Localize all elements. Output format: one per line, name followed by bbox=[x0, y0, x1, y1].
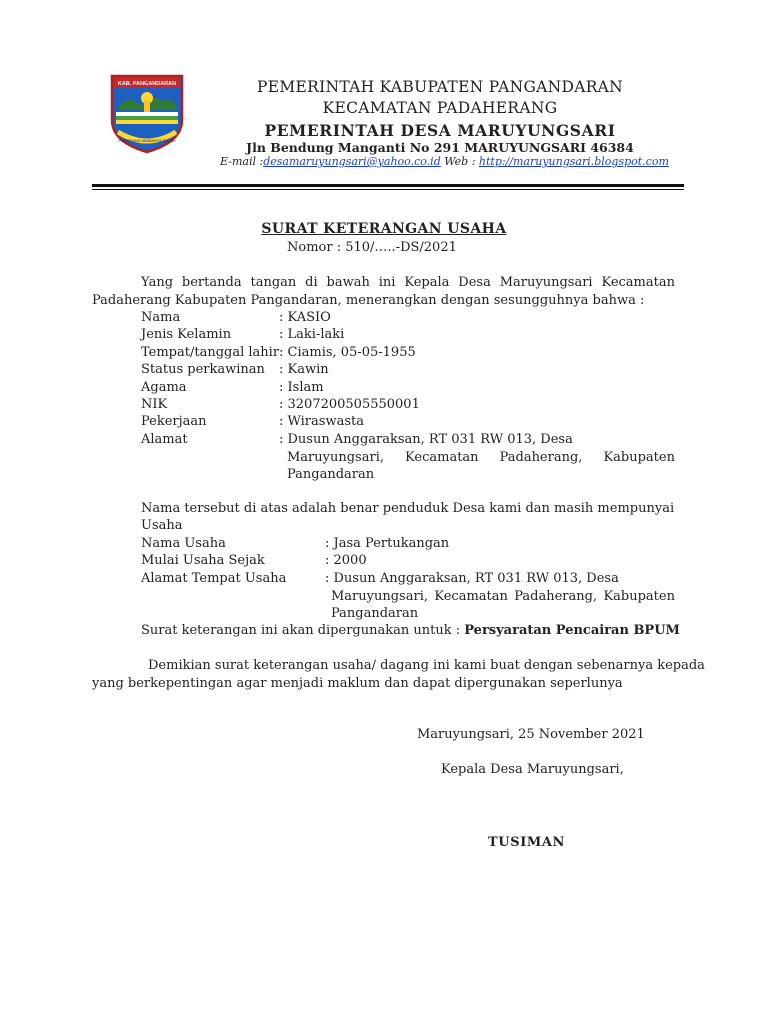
identity-label: Status perkawinan bbox=[141, 362, 265, 378]
letterhead-rule-thin bbox=[92, 189, 684, 190]
intro-word: Yang bbox=[141, 275, 174, 290]
purpose-prefix: Surat keterangan ini akan dipergunakan untuk : bbox=[141, 623, 461, 638]
usaha-word: Padaherang, bbox=[514, 589, 598, 604]
intro-first-line bbox=[141, 274, 675, 292]
usaha-last: Pangandaran bbox=[331, 606, 419, 621]
intro-word: tangan bbox=[250, 275, 297, 290]
email-label: E-mail : bbox=[220, 155, 264, 168]
business-label: Mulai Usaha Sejak bbox=[141, 553, 265, 569]
identity-label: Pekerjaan bbox=[141, 414, 207, 430]
identity-label: Alamat bbox=[141, 431, 188, 447]
purpose-value: Persyaratan Pencairan BPUM bbox=[464, 623, 680, 638]
web-link[interactable]: http://maruyungsari.blogspot.com bbox=[478, 155, 669, 168]
letterhead-regency: PEMERINTAH KABUPATEN PANGANDARAN bbox=[256, 78, 624, 96]
business-value: : Dusun Anggaraksan, RT 031 RW 013, Desa bbox=[325, 570, 619, 586]
intro-word: Kecamatan bbox=[601, 275, 675, 290]
intro-word: ini bbox=[378, 275, 396, 290]
place-date: Maruyungsari, 25 November 2021 bbox=[417, 727, 645, 742]
identity-label: NIK bbox=[141, 397, 168, 412]
signer-title: Kepala Desa Maruyungsari, bbox=[441, 762, 624, 777]
identity-label: Tempat/tanggal lahir bbox=[141, 344, 280, 360]
closing-line-1: Demikian surat keterangan usaha/ dagang ini kami buat dengan sebenarnya kepada bbox=[148, 658, 705, 673]
usaha-word: Maruyungsari, bbox=[331, 589, 428, 604]
svg-text:PAGERANG MAWANTA BHUMI: PAGERANG MAWANTA BHUMI bbox=[118, 138, 176, 143]
identity-value: : Kawin bbox=[279, 362, 329, 378]
intro-word: Maruyungsari bbox=[499, 275, 593, 290]
identity-value: : Wiraswasta bbox=[279, 414, 364, 430]
identity-value: : Ciamis, 05-05-1955 bbox=[279, 344, 416, 360]
document-title: SURAT KETERANGAN USAHA bbox=[261, 221, 507, 237]
usaha-word: Kabupaten bbox=[603, 589, 675, 604]
identity-label: Jenis Kelamin bbox=[141, 327, 232, 343]
alamat-word: Kecamatan bbox=[405, 450, 479, 465]
intro-word: di bbox=[305, 275, 318, 290]
alamat-word: Maruyungsari, bbox=[287, 450, 384, 465]
signer-name: TUSIMAN bbox=[488, 835, 566, 850]
letterhead-district: KECAMATAN PADAHERANG bbox=[322, 99, 558, 117]
statement-line-1: Nama tersebut di atas adalah benar penduduk Desa kami dan masih mempunyai bbox=[141, 501, 675, 516]
alamat-word: Padaherang, bbox=[499, 450, 583, 465]
business-label: Alamat Tempat Usaha bbox=[141, 570, 287, 586]
letterhead-village: PEMERINTAH DESA MARUYUNGSARI bbox=[264, 121, 616, 140]
document-number: Nomor : 510/…..-DS/2021 bbox=[287, 240, 457, 255]
identity-label: Agama bbox=[141, 379, 187, 395]
pangandaran-regency-logo bbox=[106, 72, 188, 154]
intro-line-2: Padaherang Kabupaten Pangandaran, menerangkan dengan sesungguhnya bahwa : bbox=[92, 293, 645, 308]
usaha-continuation bbox=[331, 588, 675, 606]
closing-line-2: yang berkepentingan agar menjadi maklum dan dapat dipergunakan seperlunya bbox=[92, 676, 623, 691]
alamat-continuation-line bbox=[287, 449, 675, 467]
alamat-last: Pangandaran bbox=[287, 467, 375, 482]
letterhead-contact bbox=[220, 155, 669, 168]
intro-word: Kepala bbox=[404, 275, 450, 290]
email-link[interactable]: desamaruyungsari@yahoo.co.id bbox=[263, 155, 441, 168]
identity-value: : Dusun Anggaraksan, RT 031 RW 013, Desa bbox=[279, 431, 573, 447]
svg-text:KAB. PANGANDARAN: KAB. PANGANDARAN bbox=[117, 81, 177, 87]
usaha-continuation-line bbox=[331, 588, 675, 606]
identity-value: : KASIO bbox=[279, 310, 331, 325]
intro-word: bertanda bbox=[181, 275, 242, 290]
identity-value: : 3207200505550001 bbox=[279, 397, 420, 412]
letterhead-rule-thick bbox=[92, 184, 684, 187]
identity-value: : Laki-laki bbox=[279, 327, 345, 343]
web-label: Web : bbox=[444, 155, 476, 168]
purpose-line bbox=[141, 622, 680, 640]
identity-label: Nama bbox=[141, 310, 181, 325]
business-label: Nama Usaha bbox=[141, 536, 226, 551]
business-value: : Jasa Pertukangan bbox=[325, 536, 450, 551]
statement-line-2: Usaha bbox=[141, 518, 183, 533]
usaha-word: Kecamatan bbox=[434, 589, 508, 604]
intro-word: Desa bbox=[458, 275, 491, 290]
letterhead-address: Jln Bendung Manganti No 291 MARUYUNGSARI 46384 bbox=[246, 140, 634, 155]
alamat-continuation bbox=[287, 449, 675, 467]
identity-value: : Islam bbox=[279, 379, 324, 395]
intro-word: bawah bbox=[326, 275, 370, 290]
business-value: : 2000 bbox=[325, 553, 367, 569]
intro-line-1 bbox=[141, 274, 675, 292]
alamat-word: Kabupaten bbox=[603, 450, 675, 465]
